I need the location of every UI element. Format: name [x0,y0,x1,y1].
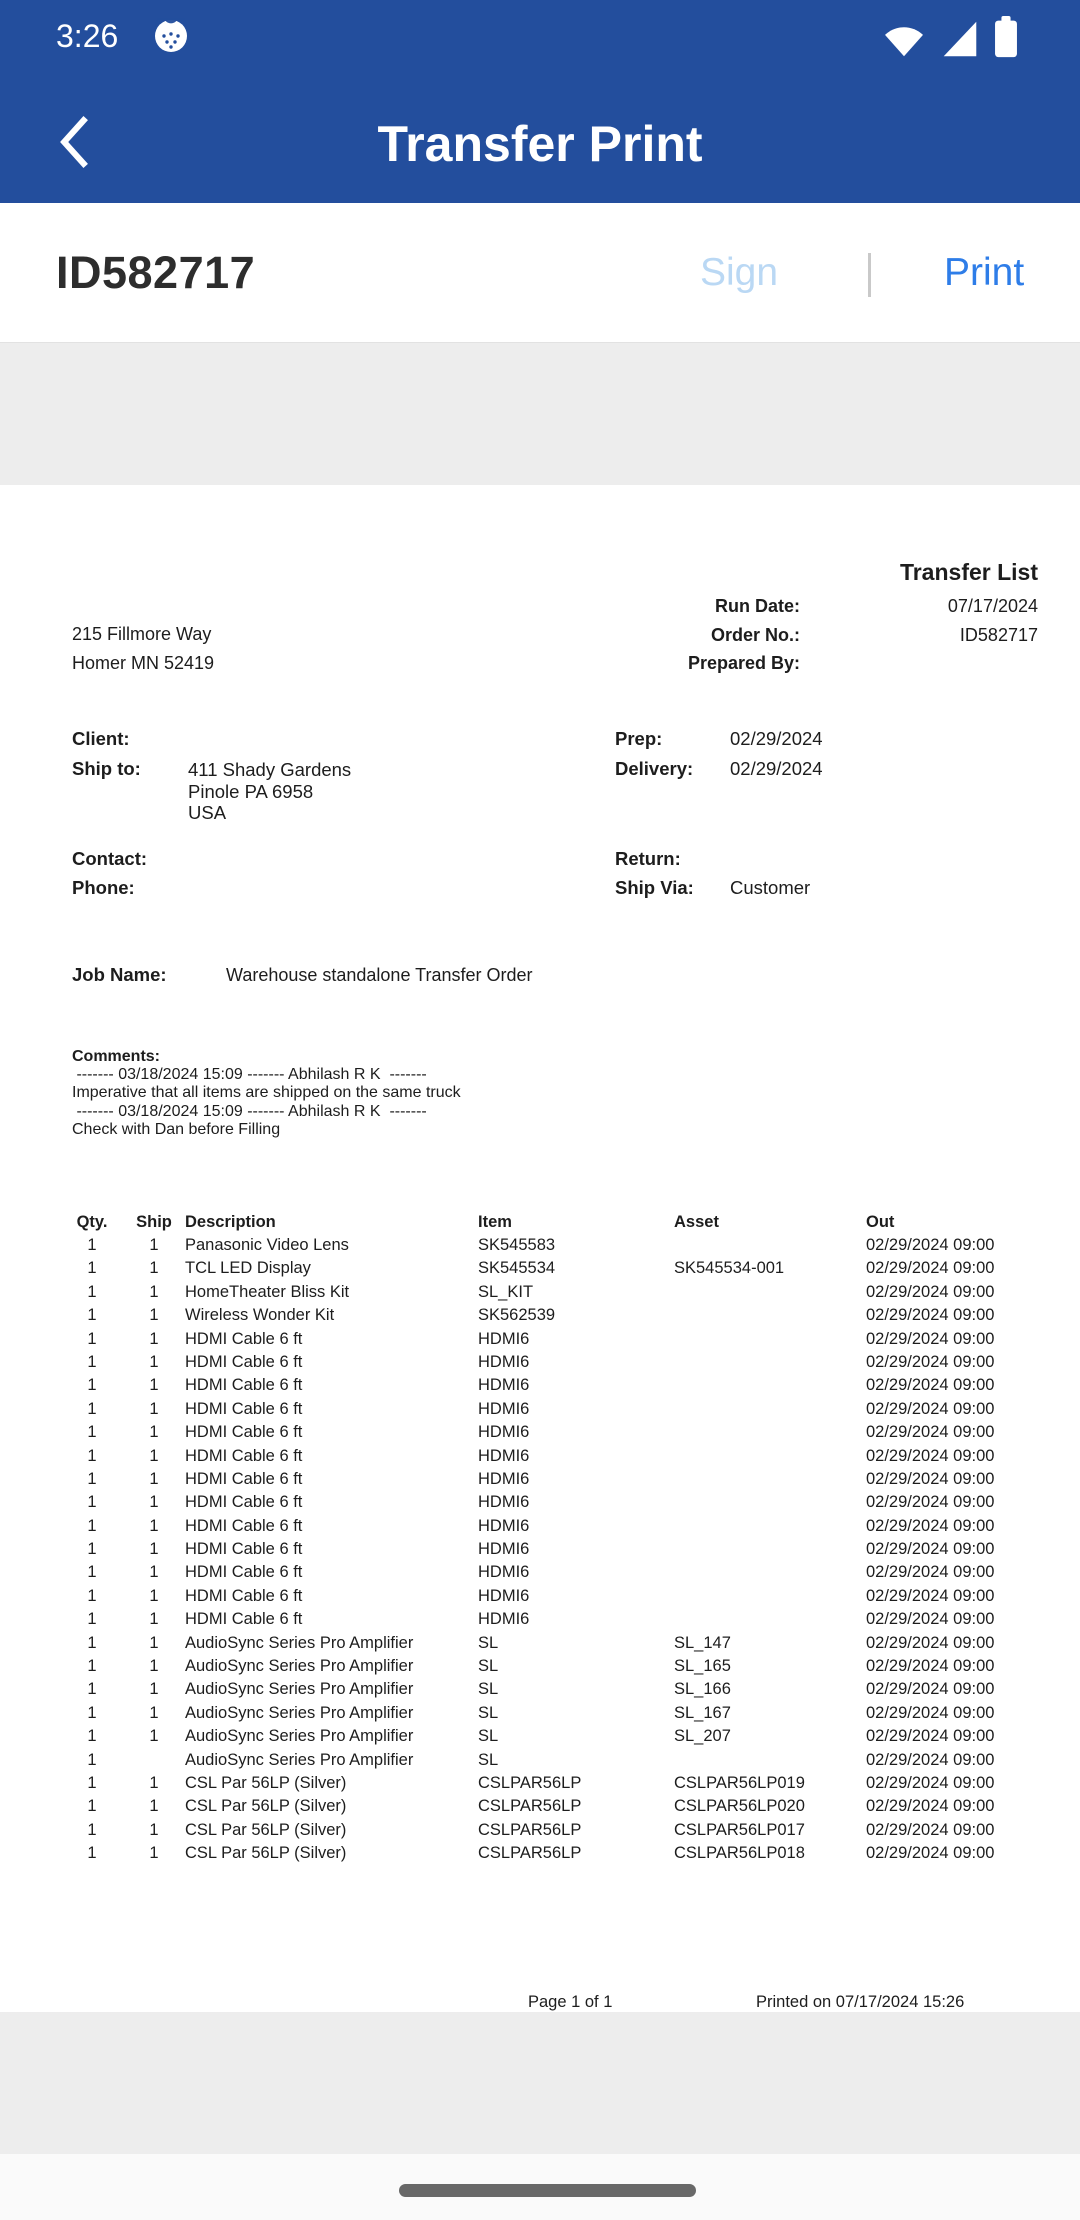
sign-button[interactable]: Sign [700,251,779,294]
table-cell: 1 [149,1563,159,1582]
table-row [0,1819,1080,1842]
table-cell: 02/29/2024 09:00 [866,1516,995,1535]
table-row [0,1608,1080,1631]
table-cell: 1 [149,1469,159,1488]
order-no-value: ID582717 [959,625,1038,645]
table-cell: HDMI6 [478,1329,530,1348]
comment-line: ------- 03/18/2024 15:09 ------- Abhilash R K ------- [72,1066,427,1083]
table-cell: 1 [87,1844,97,1863]
items-table-header [0,1212,1080,1232]
table-cell: 02/29/2024 09:00 [866,1446,995,1465]
table-cell: 1 [87,1516,97,1535]
signal-icon [940,20,980,63]
table-row [0,1304,1080,1327]
table-row [0,1632,1080,1655]
ship-to-line: Pinole PA 6958 [188,780,314,802]
table-row [0,1491,1080,1514]
table-cell: 02/29/2024 09:00 [866,1236,995,1254]
table-cell: 02/29/2024 09:00 [866,1540,995,1559]
client-label: Client: [72,728,130,749]
table-cell: AudioSync Series Pro Amplifier [185,1680,414,1699]
table-cell: 02/29/2024 09:00 [866,1306,995,1325]
table-cell: HDMI6 [478,1352,530,1371]
table-cell: SL [478,1680,499,1699]
table-cell: 1 [149,1844,159,1863]
column-header: Description [185,1213,276,1231]
table-cell: 02/29/2024 09:00 [866,1329,995,1348]
table-cell: SK545534 [478,1259,556,1278]
comments-text [72,1066,461,1140]
table-cell: 02/29/2024 09:00 [866,1423,995,1442]
table-cell: 1 [87,1423,97,1442]
table-cell: HDMI6 [478,1423,530,1442]
table-cell: 02/29/2024 09:00 [866,1797,995,1816]
comments-label: Comments: [72,1048,161,1065]
table-cell: CSL Par 56LP (Silver) [185,1844,347,1863]
ship-via-label: Ship Via: [615,877,694,898]
table-row [0,1257,1080,1280]
table-cell: 1 [149,1633,159,1652]
table-cell: 1 [149,1236,159,1254]
table-cell: AudioSync Series Pro Amplifier [185,1750,414,1769]
column-header: Asset [674,1213,719,1231]
table-cell: 1 [149,1540,159,1559]
table-cell: 1 [149,1259,159,1278]
table-cell: SL_167 [674,1703,731,1722]
table-cell: HDMI Cable 6 ft [185,1352,303,1371]
table-cell: 1 [149,1399,159,1418]
table-cell: 1 [149,1820,159,1839]
table-cell: HDMI6 [478,1493,530,1512]
app-bar [0,85,1080,203]
table-cell: 1 [149,1680,159,1699]
table-cell: HDMI Cable 6 ft [185,1563,303,1582]
table-cell: 1 [87,1446,97,1465]
prep-value: 02/29/2024 [730,728,823,749]
comment-line: Imperative that all items are shipped on the same truck [72,1084,461,1102]
page-title: Transfer Print [377,116,703,172]
table-cell: 1 [87,1657,97,1676]
table-cell: SL_166 [674,1680,731,1699]
table-row [0,1795,1080,1818]
table-row [0,1281,1080,1304]
table-row [0,1515,1080,1538]
table-cell: HDMI6 [478,1469,530,1488]
table-cell: HDMI6 [478,1376,530,1395]
table-cell: 1 [87,1469,97,1488]
table-cell: SL_KIT [478,1282,534,1301]
table-cell: 1 [149,1376,159,1395]
table-cell: HDMI Cable 6 ft [185,1540,303,1559]
table-cell: 1 [149,1773,159,1792]
table-row [0,1538,1080,1561]
column-header: Item [478,1213,512,1231]
table-cell: 1 [149,1306,159,1325]
table-cell: CSLPAR56LP017 [674,1820,805,1839]
table-cell: 02/29/2024 09:00 [866,1657,995,1676]
delivery-label: Delivery: [615,758,694,779]
table-cell: 1 [87,1282,97,1301]
table-cell: SL [478,1750,499,1769]
table-cell: 02/29/2024 09:00 [866,1259,995,1278]
table-cell: 02/29/2024 09:00 [866,1633,995,1652]
table-cell: HDMI Cable 6 ft [185,1610,303,1629]
delivery-value: 02/29/2024 [730,758,823,779]
column-header: Out [866,1213,895,1231]
table-cell: 02/29/2024 09:00 [866,1703,995,1722]
table-cell: 1 [87,1540,97,1559]
table-cell: 1 [87,1680,97,1699]
ship-to-line: 411 Shady Gardens [188,759,352,780]
run-date-value: 07/17/2024 [947,596,1038,616]
table-row [0,1421,1080,1444]
wifi-icon [882,20,926,63]
return-label: Return: [615,848,681,869]
table-cell: 1 [87,1773,97,1792]
comment-line: ------- 03/18/2024 15:09 ------- Abhilash R K ------- [72,1102,427,1120]
table-cell: SK545583 [478,1236,556,1254]
table-cell: Wireless Wonder Kit [185,1306,335,1325]
table-cell: 02/29/2024 09:00 [866,1773,995,1792]
table-cell: 02/29/2024 09:00 [866,1610,995,1629]
table-cell: 1 [149,1352,159,1371]
table-cell: 1 [149,1423,159,1442]
table-row [0,1725,1080,1748]
table-cell: 1 [87,1306,97,1325]
ship-to-address [188,759,351,824]
document-preview[interactable] [0,485,1080,2012]
run-date-label: Run Date: [715,596,800,616]
table-cell: 02/29/2024 09:00 [866,1282,995,1301]
document-title: Transfer List [899,559,1038,585]
status-time: 3:26 [56,18,119,54]
status-bar [0,0,1080,85]
table-cell: 1 [149,1329,159,1348]
table-cell: SL_165 [674,1657,731,1676]
table-cell: 1 [87,1329,97,1348]
table-row [0,1561,1080,1584]
table-cell: 1 [87,1633,97,1652]
table-cell: 1 [87,1586,97,1605]
table-cell: 1 [149,1797,159,1816]
table-cell: 1 [149,1586,159,1605]
table-row [0,1398,1080,1421]
table-cell: SL [478,1727,499,1746]
ship-to-label: Ship to: [72,758,141,779]
table-cell: HDMI Cable 6 ft [185,1493,303,1512]
ship-via-value: Customer [730,877,811,898]
table-row [0,1655,1080,1678]
table-cell: 1 [87,1399,97,1418]
table-cell: CSLPAR56LP [478,1844,582,1863]
gesture-handle[interactable] [399,2184,696,2197]
table-cell: 1 [87,1376,97,1395]
table-cell: HDMI Cable 6 ft [185,1423,303,1442]
table-cell: 02/29/2024 09:00 [866,1844,995,1863]
table-cell: HDMI6 [478,1399,530,1418]
print-button[interactable]: Print [944,251,1025,294]
table-row [0,1749,1080,1772]
prepared-by-label: Prepared By: [687,653,800,673]
table-cell: 1 [87,1703,97,1722]
table-cell: 02/29/2024 09:00 [866,1727,995,1746]
table-cell: CSL Par 56LP (Silver) [185,1797,347,1816]
table-cell: 02/29/2024 09:00 [866,1376,995,1395]
table-cell: 1 [149,1493,159,1512]
table-cell: AudioSync Series Pro Amplifier [185,1633,414,1652]
table-cell: HDMI6 [478,1563,530,1582]
table-cell: SK562539 [478,1306,556,1325]
table-cell: HDMI6 [478,1586,530,1605]
table-cell: 02/29/2024 09:00 [866,1680,995,1699]
table-row [0,1328,1080,1351]
table-row [0,1702,1080,1725]
table-cell: 1 [149,1282,159,1301]
table-cell: 1 [87,1352,97,1371]
items-table [0,1234,1080,1866]
table-cell: 1 [149,1446,159,1465]
table-row [0,1772,1080,1795]
table-cell: HDMI Cable 6 ft [185,1399,303,1418]
table-cell: HDMI Cable 6 ft [185,1329,303,1348]
order-id: ID582717 [56,247,256,298]
table-cell: 1 [149,1703,159,1722]
table-cell: HDMI6 [478,1516,530,1535]
table-cell: CSL Par 56LP (Silver) [185,1773,347,1792]
table-cell: 02/29/2024 09:00 [866,1469,995,1488]
table-cell: Panasonic Video Lens [185,1236,349,1254]
order-no-label: Order No.: [710,625,800,645]
phone-label: Phone: [72,877,135,898]
table-cell: 1 [87,1610,97,1629]
table-cell: SL [478,1703,499,1722]
table-cell: HDMI6 [478,1446,530,1465]
table-cell: HomeTheater Bliss Kit [185,1282,350,1301]
table-cell: 1 [87,1797,97,1816]
table-cell: SL [478,1657,499,1676]
table-row [0,1842,1080,1865]
battery-icon [994,16,1018,63]
table-cell: 02/29/2024 09:00 [866,1820,995,1839]
table-cell: 1 [87,1750,97,1769]
table-cell: AudioSync Series Pro Amplifier [185,1727,414,1746]
table-cell: 1 [149,1516,159,1535]
table-cell: TCL LED Display [185,1259,311,1278]
document-footer [0,1993,1080,2011]
address-line: 215 Fillmore Way [72,624,212,644]
table-cell: SL_207 [674,1727,731,1746]
table-cell: HDMI Cable 6 ft [185,1446,303,1465]
table-cell: AudioSync Series Pro Amplifier [185,1657,414,1676]
order-header-bar [0,203,1080,342]
table-cell: HDMI6 [478,1540,530,1559]
table-cell: 02/29/2024 09:00 [866,1563,995,1582]
comment-line: Check with Dan before Filling [72,1121,281,1139]
preview-background-bottom [0,2012,1080,2154]
system-nav-bar [0,2154,1080,2220]
table-cell: 1 [87,1259,97,1278]
table-row [0,1374,1080,1397]
table-cell: 1 [149,1610,159,1629]
ship-to-line: USA [188,802,227,823]
meta-row-run-date [0,596,1080,616]
table-cell: CSLPAR56LP018 [674,1844,805,1863]
table-cell: HDMI Cable 6 ft [185,1516,303,1535]
contact-label: Contact: [72,848,148,869]
table-cell: 1 [87,1493,97,1512]
company-address [72,620,214,677]
preview-background-top [0,342,1080,485]
table-cell: 1 [149,1727,159,1746]
table-cell: HDMI Cable 6 ft [185,1586,303,1605]
prep-label: Prep: [615,728,663,749]
table-cell: HDMI Cable 6 ft [185,1469,303,1488]
table-cell: 02/29/2024 09:00 [866,1586,995,1605]
printed-on: Printed on 07/17/2024 15:26 [756,1993,965,2011]
table-cell: SL_147 [674,1633,731,1652]
table-cell: CSLPAR56LP [478,1773,582,1792]
job-name-value: Warehouse standalone Transfer Order [226,965,533,985]
column-header: Ship [136,1213,172,1231]
table-cell: 1 [87,1820,97,1839]
table-cell: HDMI6 [478,1610,530,1629]
table-cell: CSLPAR56LP020 [674,1797,805,1816]
table-cell: 02/29/2024 09:00 [866,1352,995,1371]
table-row [0,1678,1080,1701]
table-row [0,1468,1080,1491]
table-cell: CSLPAR56LP019 [674,1773,805,1792]
table-cell: 02/29/2024 09:00 [866,1750,995,1769]
page-number: Page 1 of 1 [528,1993,613,2011]
table-cell: 1 [149,1657,159,1676]
table-row [0,1585,1080,1608]
table-cell: SK545534-001 [674,1259,785,1278]
table-row [0,1351,1080,1374]
table-cell: SL [478,1633,499,1652]
table-cell: 02/29/2024 09:00 [866,1493,995,1512]
table-cell: AudioSync Series Pro Amplifier [185,1703,414,1722]
table-cell: 1 [87,1727,97,1746]
table-cell: 1 [87,1563,97,1582]
address-line: Homer MN 52419 [72,652,215,673]
notification-app-icon [153,18,189,59]
table-cell: CSLPAR56LP [478,1797,582,1816]
table-row [0,1234,1080,1257]
table-row [0,1445,1080,1468]
action-divider [868,253,871,297]
column-header: Qty. [76,1213,108,1231]
table-cell: CSLPAR56LP [478,1820,582,1839]
table-cell: CSL Par 56LP (Silver) [185,1820,347,1839]
job-name-label: Job Name: [72,964,167,985]
table-cell: 02/29/2024 09:00 [866,1399,995,1418]
table-cell: HDMI Cable 6 ft [185,1376,303,1395]
table-cell: 1 [87,1236,97,1254]
